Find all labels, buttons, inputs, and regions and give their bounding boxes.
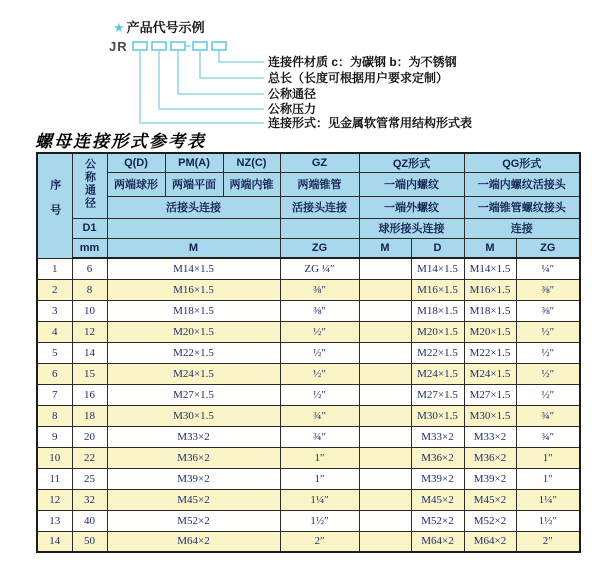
callout-length: 总长（长度可根据用户要求定制） xyxy=(268,71,449,85)
cell-qg-zg: 1″ xyxy=(516,447,580,468)
cell-qg-zg: ½″ xyxy=(516,363,580,384)
header-unit-qz-m: M xyxy=(359,238,411,258)
cell-qz-d: M22×1.5 xyxy=(411,342,464,363)
code-boxes xyxy=(133,42,226,50)
cell-qz-d: M52×2 xyxy=(411,510,464,531)
cell-dn: 16 xyxy=(72,384,107,405)
cell-dn: 10 xyxy=(72,300,107,321)
cell-seq: 9 xyxy=(37,426,72,447)
cell-seq: 10 xyxy=(37,447,72,468)
cell-m: M52×2 xyxy=(107,510,280,531)
cell-qz-m xyxy=(359,510,411,531)
table-title: 螺母连接形式参考表 xyxy=(35,132,206,152)
cell-qg-zg: 1″ xyxy=(516,468,580,489)
cell-qz-m xyxy=(359,489,411,510)
cell-qz-m xyxy=(359,300,411,321)
table-row xyxy=(37,510,580,531)
cell-gz: ZG ¼″ xyxy=(280,258,359,279)
header-mm: mm xyxy=(72,238,107,258)
cell-qz-m xyxy=(359,468,411,489)
header-unit-qg-zg: ZG xyxy=(516,238,580,258)
table-row xyxy=(37,279,580,300)
diagram-caption xyxy=(113,17,205,36)
code-box xyxy=(171,42,185,50)
cell-m: M22×1.5 xyxy=(107,342,280,363)
cell-qz-m xyxy=(359,279,411,300)
cell-dn: 32 xyxy=(72,489,107,510)
cell-m: M20×1.5 xyxy=(107,321,280,342)
cell-gz: 1¼″ xyxy=(280,489,359,510)
cell-qz-m xyxy=(359,363,411,384)
header-qz-conn2: 球形接头连接 xyxy=(359,218,464,238)
cell-qz-d: M33×2 xyxy=(411,426,464,447)
cell-m: M36×2 xyxy=(107,447,280,468)
cell-qg-zg: 1¼″ xyxy=(516,489,580,510)
cell-dn: 20 xyxy=(72,426,107,447)
table-row xyxy=(37,489,580,510)
cell-qz-m xyxy=(359,426,411,447)
cell-qz-m xyxy=(359,405,411,426)
cell-seq: 14 xyxy=(37,531,72,552)
cell-seq: 6 xyxy=(37,363,72,384)
cell-seq: 12 xyxy=(37,489,72,510)
cell-gz: ½″ xyxy=(280,363,359,384)
callout-line-pressure xyxy=(159,50,264,109)
table-row xyxy=(37,363,580,384)
cell-gz: 1½″ xyxy=(280,510,359,531)
table-row xyxy=(37,531,580,552)
cell-qz-m xyxy=(359,342,411,363)
cell-qg-zg: ¾″ xyxy=(516,405,580,426)
cell-qz-d: M18×1.5 xyxy=(411,300,464,321)
cell-qg-m: M22×1.5 xyxy=(464,342,516,363)
callout-line-diameter xyxy=(178,50,264,94)
cell-qz-m xyxy=(359,447,411,468)
cell-qz-d: M20×1.5 xyxy=(411,321,464,342)
cell-qg-zg: ½″ xyxy=(516,342,580,363)
cell-qg-zg: 2″ xyxy=(516,531,580,552)
callout-connection: 连接形式：见金属软管常用结构形式表 xyxy=(268,116,473,130)
table-row xyxy=(37,342,580,363)
header-q-sub: 两端球形 xyxy=(107,172,165,196)
cell-qg-zg: 1½″ xyxy=(516,510,580,531)
callout-diameter: 公称通径 xyxy=(268,87,317,101)
cell-m: M30×1.5 xyxy=(107,405,280,426)
cell-qg-m: M45×2 xyxy=(464,489,516,510)
cell-gz: ½″ xyxy=(280,342,359,363)
table-row xyxy=(37,468,580,489)
cell-gz: 1″ xyxy=(280,447,359,468)
code-box xyxy=(152,42,166,50)
cell-qz-m xyxy=(359,321,411,342)
table-row xyxy=(37,405,580,426)
header-gz-conn: 活接头连接 xyxy=(280,196,359,218)
header-qz-sub: 一端内螺纹 xyxy=(359,172,464,196)
header-unit-qg-m: M xyxy=(464,238,516,258)
cell-qg-m: M18×1.5 xyxy=(464,300,516,321)
cell-qz-d: M14×1.5 xyxy=(411,258,464,279)
cell-qz-m xyxy=(359,531,411,552)
cell-dn: 50 xyxy=(72,531,107,552)
diagram-caption-text: 产品代号示例 xyxy=(126,20,205,35)
cell-qz-m xyxy=(359,384,411,405)
table-row xyxy=(37,384,580,405)
table-row xyxy=(37,426,580,447)
star-icon: ★ xyxy=(113,20,125,35)
cell-qg-zg: ¼″ xyxy=(516,258,580,279)
cell-m: M64×2 xyxy=(107,531,280,552)
header-union-conn: 活接头连接 xyxy=(107,196,280,218)
cell-dn: 25 xyxy=(72,468,107,489)
cell-m: M24×1.5 xyxy=(107,363,280,384)
cell-qg-zg: ½″ xyxy=(516,321,580,342)
header-nz-sub: 两端内锥 xyxy=(223,172,280,196)
header-group-pm: PM(A) xyxy=(165,153,223,172)
cell-seq: 4 xyxy=(37,321,72,342)
cell-qz-d: M30×1.5 xyxy=(411,405,464,426)
header-group-nz: NZ(C) xyxy=(223,153,280,172)
cell-gz: ½″ xyxy=(280,384,359,405)
table-row xyxy=(37,447,580,468)
header-gz-sub: 两端锥管 xyxy=(280,172,359,196)
cell-dn: 8 xyxy=(72,279,107,300)
cell-qg-m: M39×2 xyxy=(464,468,516,489)
header-group-gz: GZ xyxy=(280,153,359,172)
callout-line-material xyxy=(219,50,264,62)
code-box xyxy=(212,42,226,50)
header-pm-sub: 两端平面 xyxy=(165,172,223,196)
cell-seq: 1 xyxy=(37,258,72,279)
nut-connection-table xyxy=(36,152,581,553)
cell-seq: 7 xyxy=(37,384,72,405)
cell-seq: 3 xyxy=(37,300,72,321)
table-body xyxy=(37,258,580,552)
cell-m: M33×2 xyxy=(107,426,280,447)
cell-gz: 2″ xyxy=(280,531,359,552)
cell-qg-m: M30×1.5 xyxy=(464,405,516,426)
cell-seq: 13 xyxy=(37,510,72,531)
header-unit-m: M xyxy=(107,238,280,258)
callout-pressure: 公称压力 xyxy=(268,102,317,116)
header-qz-conn1: 一端外螺纹 xyxy=(359,196,464,218)
cell-qz-d: M27×1.5 xyxy=(411,384,464,405)
header-qg-conn2: 连接 xyxy=(464,218,580,238)
cell-qg-m: M16×1.5 xyxy=(464,279,516,300)
callout-lines xyxy=(140,46,264,123)
code-box xyxy=(133,42,147,50)
header-qg-sub: 一端内螺纹活接头 xyxy=(464,172,580,196)
header-unit-qz-d: D xyxy=(411,238,464,258)
code-box xyxy=(193,42,207,50)
header-qg-conn1: 一端锥管螺纹接头 xyxy=(464,196,580,218)
cell-gz: 1″ xyxy=(280,468,359,489)
cell-qg-zg: ⅜″ xyxy=(516,300,580,321)
cell-qz-d: M39×2 xyxy=(411,468,464,489)
header-seq-label: 序号 xyxy=(48,179,61,230)
cell-gz: ¾″ xyxy=(280,426,359,447)
cell-dn: 22 xyxy=(72,447,107,468)
cell-dn: 12 xyxy=(72,321,107,342)
cell-qg-m: M33×2 xyxy=(464,426,516,447)
header-unit-gz: ZG xyxy=(280,238,359,258)
cell-dn: 15 xyxy=(72,363,107,384)
cell-qg-m: M14×1.5 xyxy=(464,258,516,279)
cell-qg-zg: ½″ xyxy=(516,384,580,405)
cell-seq: 2 xyxy=(37,279,72,300)
cell-qz-d: M16×1.5 xyxy=(411,279,464,300)
cell-dn: 6 xyxy=(72,258,107,279)
header-d1: D1 xyxy=(72,218,107,238)
cell-qg-m: M52×2 xyxy=(464,510,516,531)
callout-line-length xyxy=(200,50,264,78)
header-dn-label: 公称通径 xyxy=(83,158,96,211)
cell-gz: ¾″ xyxy=(280,405,359,426)
cell-m: M39×2 xyxy=(107,468,280,489)
table-header xyxy=(37,153,580,258)
code-prefix: JR xyxy=(109,39,128,54)
cell-qg-m: M64×2 xyxy=(464,531,516,552)
cell-seq: 5 xyxy=(37,342,72,363)
cell-gz: ⅜″ xyxy=(280,300,359,321)
header-seq xyxy=(37,153,72,258)
cell-m: M16×1.5 xyxy=(107,279,280,300)
cell-dn: 40 xyxy=(72,510,107,531)
cell-qz-m xyxy=(359,258,411,279)
cell-qz-d: M24×1.5 xyxy=(411,363,464,384)
table-row xyxy=(37,300,580,321)
cell-dn: 14 xyxy=(72,342,107,363)
table-row xyxy=(37,321,580,342)
cell-m: M14×1.5 xyxy=(107,258,280,279)
cell-qg-m: M36×2 xyxy=(464,447,516,468)
cell-m: M27×1.5 xyxy=(107,384,280,405)
cell-dn: 18 xyxy=(72,405,107,426)
cell-qg-m: M24×1.5 xyxy=(464,363,516,384)
cell-qg-zg: ¾″ xyxy=(516,426,580,447)
empty-header-cell xyxy=(280,218,359,238)
cell-gz: ½″ xyxy=(280,321,359,342)
cell-qz-d: M64×2 xyxy=(411,531,464,552)
table-row xyxy=(37,258,580,279)
empty-header-cell xyxy=(107,218,280,238)
header-group-q: Q(D) xyxy=(107,153,165,172)
cell-qz-d: M45×2 xyxy=(411,489,464,510)
header-group-qz: QZ形式 xyxy=(359,153,464,172)
header-group-qg: QG形式 xyxy=(464,153,580,172)
cell-seq: 11 xyxy=(37,468,72,489)
cell-qg-zg: ⅜″ xyxy=(516,279,580,300)
cell-qz-d: M36×2 xyxy=(411,447,464,468)
cell-seq: 8 xyxy=(37,405,72,426)
cell-qg-m: M27×1.5 xyxy=(464,384,516,405)
cell-m: M45×2 xyxy=(107,489,280,510)
cell-gz: ⅜″ xyxy=(280,279,359,300)
cell-m: M18×1.5 xyxy=(107,300,280,321)
cell-qg-m: M20×1.5 xyxy=(464,321,516,342)
header-dn xyxy=(72,153,107,218)
callout-material: 连接件材质 c：为碳钢 b：为不锈钢 xyxy=(268,55,457,69)
